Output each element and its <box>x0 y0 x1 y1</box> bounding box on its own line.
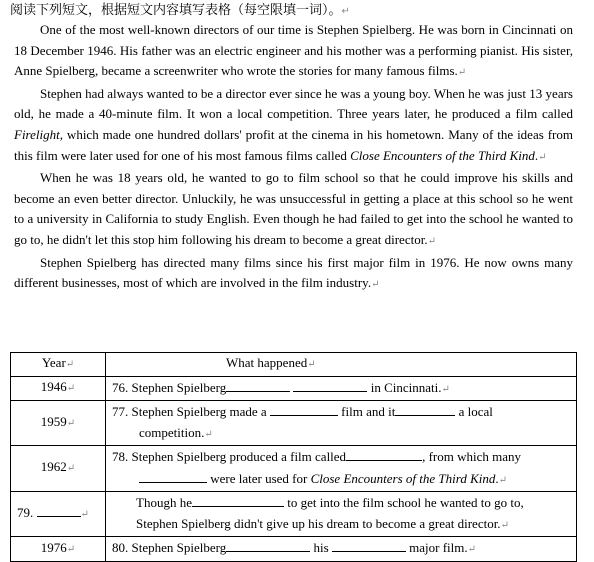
answer-blank[interactable] <box>270 401 338 416</box>
year-text: 1976 <box>40 539 67 555</box>
row-text: Though he <box>136 495 192 510</box>
paragraph-1 <box>14 20 573 84</box>
row-text: were later used for <box>210 470 308 486</box>
fill-in-table <box>10 352 577 562</box>
year-text: 1959 <box>40 413 67 429</box>
table-row <box>11 537 577 562</box>
row-content <box>106 446 577 492</box>
row-text: his <box>313 540 329 555</box>
row-year <box>11 401 106 446</box>
row-text: , from which many <box>422 449 521 464</box>
row-text: 76. Stephen Spielberg <box>112 379 227 395</box>
paragraph-mark: ↵ <box>538 151 547 163</box>
row-text: film and it <box>341 404 396 419</box>
header-what-text: What happened <box>226 355 308 370</box>
paragraph-mark: ↵ <box>307 359 316 370</box>
passage <box>14 20 573 296</box>
answer-blank[interactable] <box>346 446 422 461</box>
film-title-firelight: Firelight <box>14 126 60 142</box>
paragraph-1-text: One of the most well-known directors of our time is Stephen Spielberg. He was born in Cincinnati on 18 December 1946. His father was an electric engineer and his mother was a performing pianist. His sister, Anne Spielberg, became a screenwriter who wrote the stories for many famous films. <box>14 22 573 79</box>
answer-blank[interactable] <box>192 492 284 507</box>
header-year <box>11 353 106 377</box>
paragraph-mark: ↵ <box>66 383 76 394</box>
row-text: Stephen Spielberg didn't give up his dream to become a great director. <box>136 515 501 531</box>
row-text: major film. <box>409 540 468 555</box>
row-text: 78. Stephen Spielberg produced a film called <box>112 449 347 464</box>
year-text: 1962 <box>40 459 67 475</box>
paragraph-3-text: When he was 18 years old, he wanted to go to film school so that he could improve his skills and become an even better director. Unluckily, he was unsuccessful in getting a place at this school so he went to a university in California to study English. Even though he had failed to get into the school he wanted to go to, he didn't let this stop him following his dream to become a great director. <box>14 170 573 247</box>
row-text: a local <box>458 404 493 419</box>
film-title-close-encounters: Close Encounters of the Third Kind <box>310 470 496 486</box>
row-year <box>11 446 106 492</box>
row-content <box>106 537 577 562</box>
instruction-text: 阅读下列短文，根据短文内容填写表格（每空限填一词）。 <box>10 3 342 18</box>
row-content <box>106 492 577 537</box>
paragraph-mark: ↵ <box>427 235 436 247</box>
table-row <box>11 376 577 401</box>
row-content <box>106 376 577 401</box>
row-text: 80. Stephen Spielberg <box>112 540 227 555</box>
paragraph-mark: ↵ <box>371 279 380 291</box>
row-year <box>11 492 106 537</box>
paragraph-2-end: . <box>534 147 539 163</box>
paragraph-mark: ↵ <box>457 67 467 79</box>
table-row <box>11 446 577 492</box>
row-year <box>11 537 106 562</box>
answer-blank[interactable] <box>332 537 406 552</box>
instruction <box>10 1 590 22</box>
paragraph-mark: ↵ <box>204 428 213 440</box>
row-text: 77. Stephen Spielberg made a <box>112 404 267 419</box>
table-header-row <box>11 353 577 377</box>
paragraph-mark: ↵ <box>498 474 508 486</box>
paragraph-3 <box>14 168 573 252</box>
paragraph-2-text: Stephen had always wanted to be a director ever since he was a young boy. When he was just 13 years old, he made a 40-minute film. It won a local competition. Three years later, he produced a film called <box>14 85 573 122</box>
answer-blank[interactable] <box>139 468 207 483</box>
paragraph-2-mid: , which made one hundred dollars' profit at the cinema in his hometown. Many of the ideas from this film were later used for one of his most famous films called <box>14 126 573 163</box>
header-year-text: Year <box>41 355 66 370</box>
paragraph-mark: ↵ <box>500 519 509 531</box>
table-row <box>11 492 577 537</box>
paragraph-mark: ↵ <box>467 544 477 555</box>
paragraph-mark: ↵ <box>66 463 76 475</box>
paragraph-4-text: Stephen Spielberg has directed many films since his first major film in 1976. He now owns many different businesses, most of which are involved in the film industry. <box>14 254 573 291</box>
row-year <box>11 376 106 401</box>
answer-blank[interactable] <box>293 377 367 392</box>
row-content <box>106 401 577 446</box>
year-text: 79. <box>17 505 34 521</box>
paragraph-mark: ↵ <box>341 6 350 17</box>
paragraph-mark: ↵ <box>66 417 76 429</box>
paragraph-mark: ↵ <box>65 359 75 370</box>
answer-blank[interactable] <box>226 537 310 552</box>
table-row <box>11 401 577 446</box>
header-what-happened <box>106 353 577 377</box>
paragraph-4 <box>14 253 573 296</box>
year-text: 1946 <box>40 379 67 394</box>
answer-blank[interactable] <box>37 502 81 517</box>
paragraph-mark: ↵ <box>441 383 450 395</box>
row-text: competition. <box>139 424 205 440</box>
film-title-close-encounters: Close Encounters of the Third Kind <box>350 147 535 163</box>
answer-blank[interactable] <box>395 401 455 416</box>
paragraph-mark: ↵ <box>66 543 76 555</box>
row-text: in Cincinnati. <box>370 379 442 395</box>
answer-blank[interactable] <box>226 377 290 392</box>
row-text: . <box>495 470 499 486</box>
row-text: to get into the film school he wanted to go to, <box>287 495 524 510</box>
paragraph-2 <box>14 84 573 168</box>
paragraph-mark: ↵ <box>80 509 89 521</box>
